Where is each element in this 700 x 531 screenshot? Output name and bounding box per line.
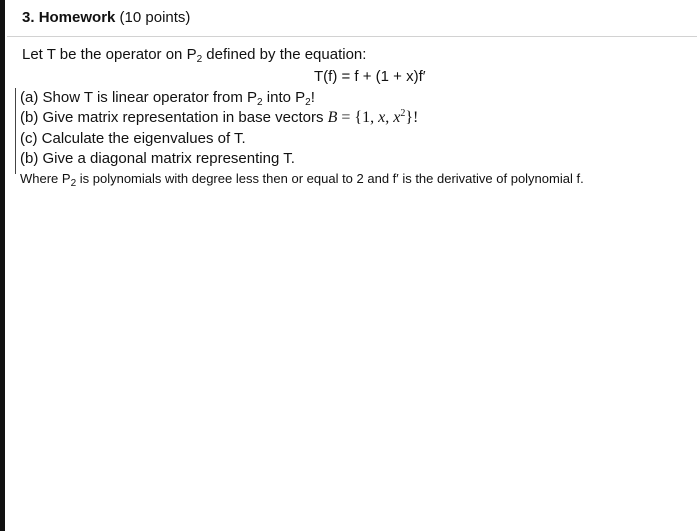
problem-intro xyxy=(22,46,366,64)
footnote-subscript: 2 xyxy=(70,178,77,189)
part-b-text: (b) Give matrix representation in base vectors xyxy=(20,109,328,126)
part-b xyxy=(20,109,418,127)
footnote-text-end: is polynomials with degree less then or equal to 2 and f′ is the derivative of polynomial f. xyxy=(76,171,584,186)
intro-text: Let T be the operator on P xyxy=(22,46,197,63)
problem-heading: Homework xyxy=(38,9,116,26)
definition-footnote xyxy=(20,170,584,188)
parts-left-rule xyxy=(15,88,16,174)
part-a-subscript-1: 2 xyxy=(257,97,263,108)
intro-subscript: 2 xyxy=(196,54,203,65)
part-a-subscript-2: 2 xyxy=(305,97,311,108)
part-c: (c) Calculate the eigenvalues of T. xyxy=(20,130,246,147)
part-a-end: ! xyxy=(310,89,315,106)
title-divider xyxy=(7,36,697,37)
operator-equation: T(f) = f + (1 + x)f′ xyxy=(314,68,426,85)
basis-x: x xyxy=(378,109,386,126)
part-d: (b) Give a diagonal matrix representing T. xyxy=(20,150,295,167)
problem-title xyxy=(22,9,190,27)
basis-set-math xyxy=(328,109,419,126)
part-a-middle: into P xyxy=(262,89,306,106)
basis-equals: = {1, xyxy=(337,109,379,126)
left-edge-border xyxy=(0,0,5,531)
basis-exponent: 2 xyxy=(400,108,406,119)
basis-close: }! xyxy=(405,109,419,126)
intro-text-end: defined by the equation: xyxy=(202,46,367,63)
problem-points: (10 points) xyxy=(119,9,191,26)
part-a-text: (a) Show T is linear operator from P xyxy=(20,89,258,106)
problem-number: 3. xyxy=(22,9,35,26)
basis-comma: , xyxy=(385,109,394,126)
basis-x-squared: x xyxy=(393,109,401,126)
footnote-text: Where P xyxy=(20,171,71,186)
part-a xyxy=(20,89,315,107)
basis-variable: B xyxy=(327,109,338,126)
